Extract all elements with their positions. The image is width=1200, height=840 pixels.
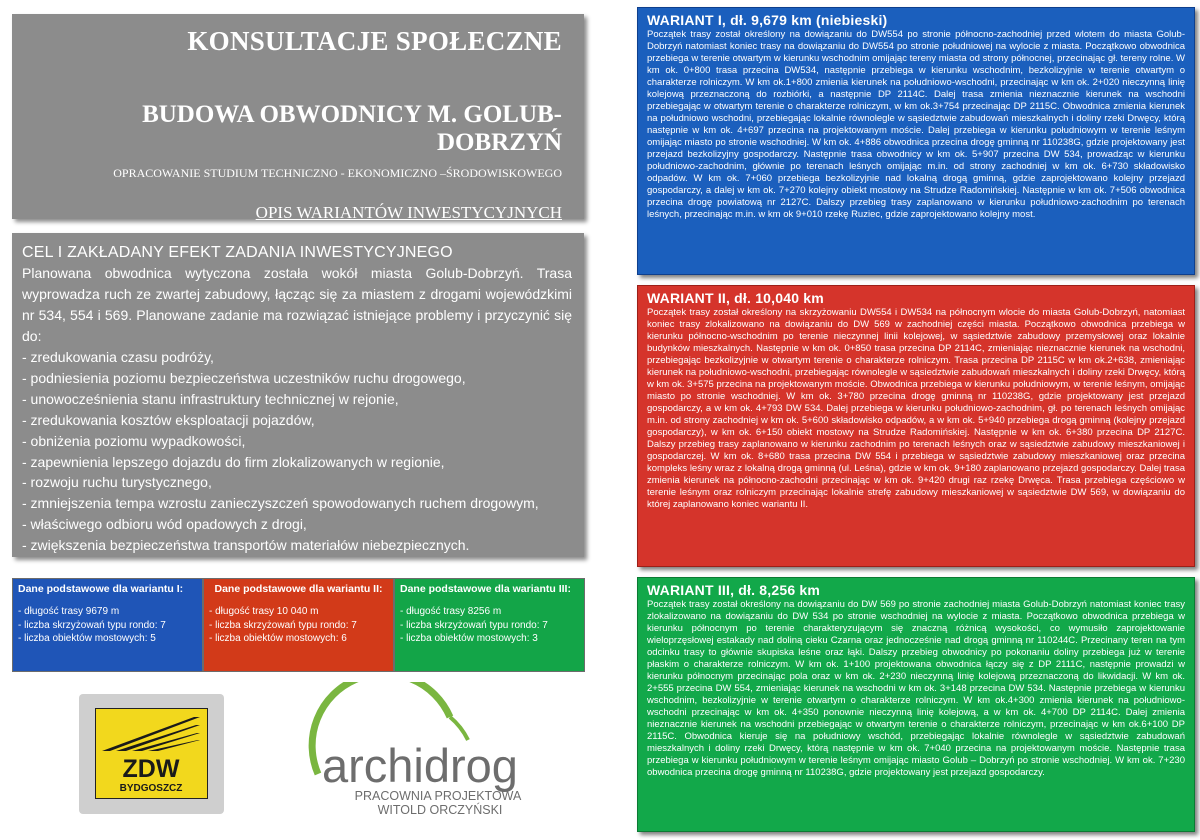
project-title: BUDOWA OBWODNICY M. GOLUB-DOBRZYŃ	[142, 101, 562, 156]
zdw-logo-frame	[79, 694, 224, 814]
zdw-city: BYDGOSZCZ	[119, 783, 183, 794]
variant-3-panel	[637, 577, 1195, 832]
stats-heading: Dane podstawowe dla wariantu II:	[214, 583, 383, 595]
stats-bridges: - liczba obiektów mostowych: 6	[209, 633, 347, 644]
stats-variant-3	[394, 578, 585, 672]
archidrog-sub1: PRACOWNIA PROJEKTOWA	[354, 789, 522, 803]
stats-roundabouts: - liczba skrzyżowań typu rondo: 7	[18, 619, 166, 631]
stats-roundabouts: - liczba skrzyżowań typu rondo: 7	[209, 619, 357, 631]
variant-heading: WARIANT I, dł. 9,679 km (niebieski)	[647, 12, 888, 28]
stats-length: - długość trasy 8256 m	[400, 606, 502, 617]
stats-length: - długość trasy 10 040 m	[209, 606, 319, 617]
variants-description-link: OPIS WARIANTÓW INWESTYCYJNYCH	[255, 203, 562, 222]
goal-list-item: - unowocześnienia stanu infrastruktury technicznej w rejonie,	[22, 390, 399, 407]
zdw-logo	[95, 708, 208, 799]
goal-list-item: - zwiększenia bezpieczeństwa transportów materiałów niebezpiecznych.	[22, 537, 470, 554]
goal-list	[22, 347, 572, 556]
archidrog-name: archidrog	[322, 739, 518, 792]
variant-text: Początek trasy został określony na dowiązaniu do DW554 po stronie północno-zachodniej przed wlotem do miasta Golub-Dobrzyń natomiast koniec trasy na dowiązaniu do DW554 po stronie południowej na wylocie z miasta. Początkowo obwodnica przebiega w terenie otwartym w kierunku wschodnim omijając tereny miasta od strony północnej, przecinając gł. tereny rolne. W km ok. 0+800 trasa przecina DW534, następnie przebiega w kierunku wschodnim, bezkolizyjnie w terenie otwartym o charakterze rolniczym. W km ok.1+800 zmienia kierunek na południowo-wschodni, przecinając w km ok. 2+020 nieczynną linię kolejową przeznaczoną do rozbiórki, a następnie DP 2114C. Dalej trasa zmienia nieznacznie kierunek na wschodni przebiegając w otwartym terenie o charakterze rolniczym, w km ok.3+754 przecinając DP 2115C. Obwodnica zmienia kierunek na południowo wschodni, przebiegając lokalnie równolegle w sąsiedztwie zabudowań mieszkalnych i doliny rzeki Drwęcy, którą następnie w km ok. 4+697 przecina na projektowanym moście. Dalej przebiega w kierunku południowym w terenie leśnym omijając miasto po stronie wschodniej. W km ok. 4+886 obwodnica przecina drogę gminną nr 110238G, gdzie projektowany jest przejazd bezkolizyjny gospodarczy. Następnie trasa obwodnicy w km ok. 5+907 przecina DW 534, prowadząc w kierunku południowo-zachodnim, głównie po terenach leśnych omijając m.in. od strony zachodniej w km ok. 6+730 składowisko odpadów. W km ok. 7+060 przebiega bezkolizyjnie nad lokalną drogą gminną, gdzie zaprojektowano kolejny przejazd gospodarczy, a dalej w km ok. 7+270 kolejny obiekt mostowy na Strudze Radomińskiej. Następnie w km ok. 7+506 obwodnica przecina drogę powiatową nr 2127C. Dalszy przebieg trasy zaplanowano w kierunku południowo-zachodnim po terenach leśnych, przecinając m.in. w km ok 9+010 rzekę Ruziec, gdzie zaprojektowano kolejny most.	[647, 29, 1185, 220]
archidrog-logo	[300, 682, 575, 832]
archidrog-arc-icon	[300, 682, 575, 832]
goal-paragraph: Planowana obwodnica wytyczona została wokół miasta Golub-Dobrzyń. Trasa wyprowadza ruch ze zwartej zabudowy, łącząc się za miastem z drogami wojewódzkimi nr 534, 554 i 569. Planowane zadanie ma rozwiązać istniejące problemy i przyczynić się do:	[22, 265, 572, 344]
variant-2-panel	[637, 285, 1195, 567]
stats-bridges: - liczba obiektów mostowych: 5	[18, 633, 156, 644]
stats-heading: Dane podstawowe dla wariantu I:	[18, 583, 184, 595]
stats-variant-1	[12, 578, 203, 672]
stats-length: - długość trasy 9679 m	[18, 606, 120, 617]
stats-variant-2	[203, 578, 394, 672]
variant-heading: WARIANT III, dł. 8,256 km	[647, 582, 821, 598]
goal-list-item: - rozwoju ruchu turystycznego,	[22, 474, 212, 491]
zdw-road-icon	[96, 709, 207, 798]
goal-list-item: - zapewnienia lepszego dojazdu do firm zlokalizowanych w regionie,	[22, 453, 445, 470]
title-panel	[12, 14, 584, 222]
goal-panel	[12, 233, 584, 557]
variant-1-panel	[637, 7, 1195, 275]
goal-list-item: - właściwego odbioru wód opadowych z drogi,	[22, 516, 307, 533]
study-subtitle: OPRACOWANIE STUDIUM TECHNICZNO - EKONOMICZNO –ŚRODOWISKOWEGO	[113, 166, 562, 180]
stats-heading: Dane podstawowe dla wariantu III:	[400, 583, 571, 595]
main-title: KONSULTACJE SPOŁECZNE	[187, 26, 562, 56]
stats-bridges: - liczba obiektów mostowych: 3	[400, 633, 538, 644]
goal-list-item: - zredukowania czasu podróży,	[22, 349, 214, 365]
goal-list-item: - podniesienia poziomu bezpieczeństwa uczestników ruchu drogowego,	[22, 369, 466, 386]
goal-list-item: - obniżenia poziomu wypadkowości,	[22, 432, 246, 449]
variant-text: Początek trasy został określony na dowiązaniu do DW 569 po stronie zachodniej miasta Golub-Dobrzyń natomiast koniec trasy zlokalizowano na dowiązaniu do DW 534 po stronie wschodniej na wylocie z miasta. Początkowo obwodnica przebiega w kierunku północnym po terenie charakteryzującym się znaczną różnicą wysokości, co wymusiło zaprojektowanie wieloprzęsłowej estakady nad doliną cieku Czarna oraz jednocześnie nad drogą gminną nr 110244C. Przecinany teren na tym odcinku trasy to głównie skupiska leśne oraz łąki. Dalszy przebieg obwodnicy po pokonaniu doliny przebiega już w terenie płaskim o charakterze rolniczym. W km ok. 1+100 projektowana obwodnica łączy się z DP 2111C, następnie prowadzi w kierunku północnym przecinając pola oraz w km ok. 2+230 nieczynną linię kolejową przeznaczoną do likwidacji. W km ok. 2+555 przecina DW 554, zmieniając kierunek na wschodni w km ok. 3+148 przecina DW 534. Następnie przebiega w kierunku wschodnim, bezkolizyjnie w terenie otwartym o charakterze rolniczym. W km ok.4+300 zmienia kierunek na południowo-wschodni przecinając w km ok. 4+350 ponownie nieczynną linię kolejową, a w km ok. 4+700 DP 2114C. Dalej zmienia nieznacznie kierunek na wschodni przebiegając w otwartym terenie o charakterze rolniczym, przecinając w km ok.6+100 DP 2115C. Obwodnica kieruje się na południowy wschód, przebiegając lokalnie równolegle w sąsiedztwie zabudowań mieszkalnych i doliny rzeki Drwęcy, którą następnie w km ok. 7+040 przecina na projektowanym moście. Następnie trasa przebiega w kierunku południowym w terenie leśnym omijając miasto Golub – Dobrzyń po stronie wschodniej. W km ok. 7+230 obwodnica przecina drogę gminną nr 110238G, gdzie projektowany jest przejazd gospodarczy.	[647, 599, 1185, 778]
archidrog-sub2: WITOLD ORCZYŃSKI	[377, 803, 503, 817]
goal-list-item: - zmniejszenia tempa wzrostu zanieczyszczeń spowodowanych ruchem drogowym,	[22, 495, 539, 512]
goal-list-item: - zredukowania kosztów eksploatacji pojazdów,	[22, 411, 315, 428]
variant-text: Początek trasy został określony na skrzyżowaniu DW554 i DW534 na północnym wlocie do miasta Golub-Dobrzyń, natomiast koniec trasy zlokalizowano na dowiązaniu do DW 569 w zachodniej części miasta. Początkowo obwodnica przebiega w kierunku północno-wschodnim po terenie nieczynnej linii kolejowej, w sąsiedztwie zabudowy przemysłowej oraz lokalnie budynków mieszkalnych. Następnie w km ok. 0+850 trasa przecina DP 2114C, zmieniając nieznacznie kierunek na wschodni, przebiegając bezkolizyjnie w otwartym terenie o charakterze rolniczym. Trasa przecina DP 2115C w km ok.2+638, zmieniając kierunek na południowo-wschodni, przebiegając równolegle w sąsiedztwie zabudowań mieszkalnych i doliny rzeki Drwęcy, którą w km ok. 3+575 przecina na projektowanym moście. Obwodnica przebiega w kierunku południowym, w terenie leśnym, omijając miasto po stronie wschodniej. W km ok. 3+780 przecina drogę gminną nr 110238G, gdzie projektowany jest przejazd gospodarczy, a w km ok. 4+793 DW 534. Dalej przebiega w kierunku południowo-zachodnim, gł. po terenach leśnych omijając m.in. od strony zachodniej w km ok. 5+600 składowisko odpadów, a w km ok. 5+940 przebiega drogą gminną (kolejny przejazd gospodarczy), w km ok. 6+150 obiekt mostowy na Strudze Radomińskiej. Następnie w km ok. 6+380 przecina DP 2127C. Dalszy przebieg trasy zaplanowano w kierunku zachodnim po terenach leśnych oraz w sąsiedztwie zabudowy mieszkaniowej i gospodarczej. W km ok. 8+680 trasa przecina DW 554 i przebiega w sąsiedztwie zabudowy mieszkaniowej oraz przecina kompleks leśny wraz z lokalną drogą gminną (ul. Leśna), gdzie w km ok. 9+180 zaplanowano przejazd gospodarczy. Dalej trasa zmienia kierunek na północno-zachodni przecinając w km ok. 9+420 drugi raz rzekę Drwęca. Trasa przebiega częściowo w terenie leśnym oraz rolniczym przecinając lokalnie strefę zabudowy mieszkaniowej w sąsiedztwie DW 569, w dowiązaniu do której zaplanowano koniec wariantu II.	[647, 307, 1185, 510]
goal-heading: CEL I ZAKŁADANY EFEKT ZADANIA INWESTYCYJNEGO	[22, 244, 453, 261]
variant-heading: WARIANT II, dł. 10,040 km	[647, 290, 824, 306]
stats-roundabouts: - liczba skrzyżowań typu rondo: 7	[400, 619, 548, 631]
zdw-text: ZDW	[122, 755, 180, 783]
